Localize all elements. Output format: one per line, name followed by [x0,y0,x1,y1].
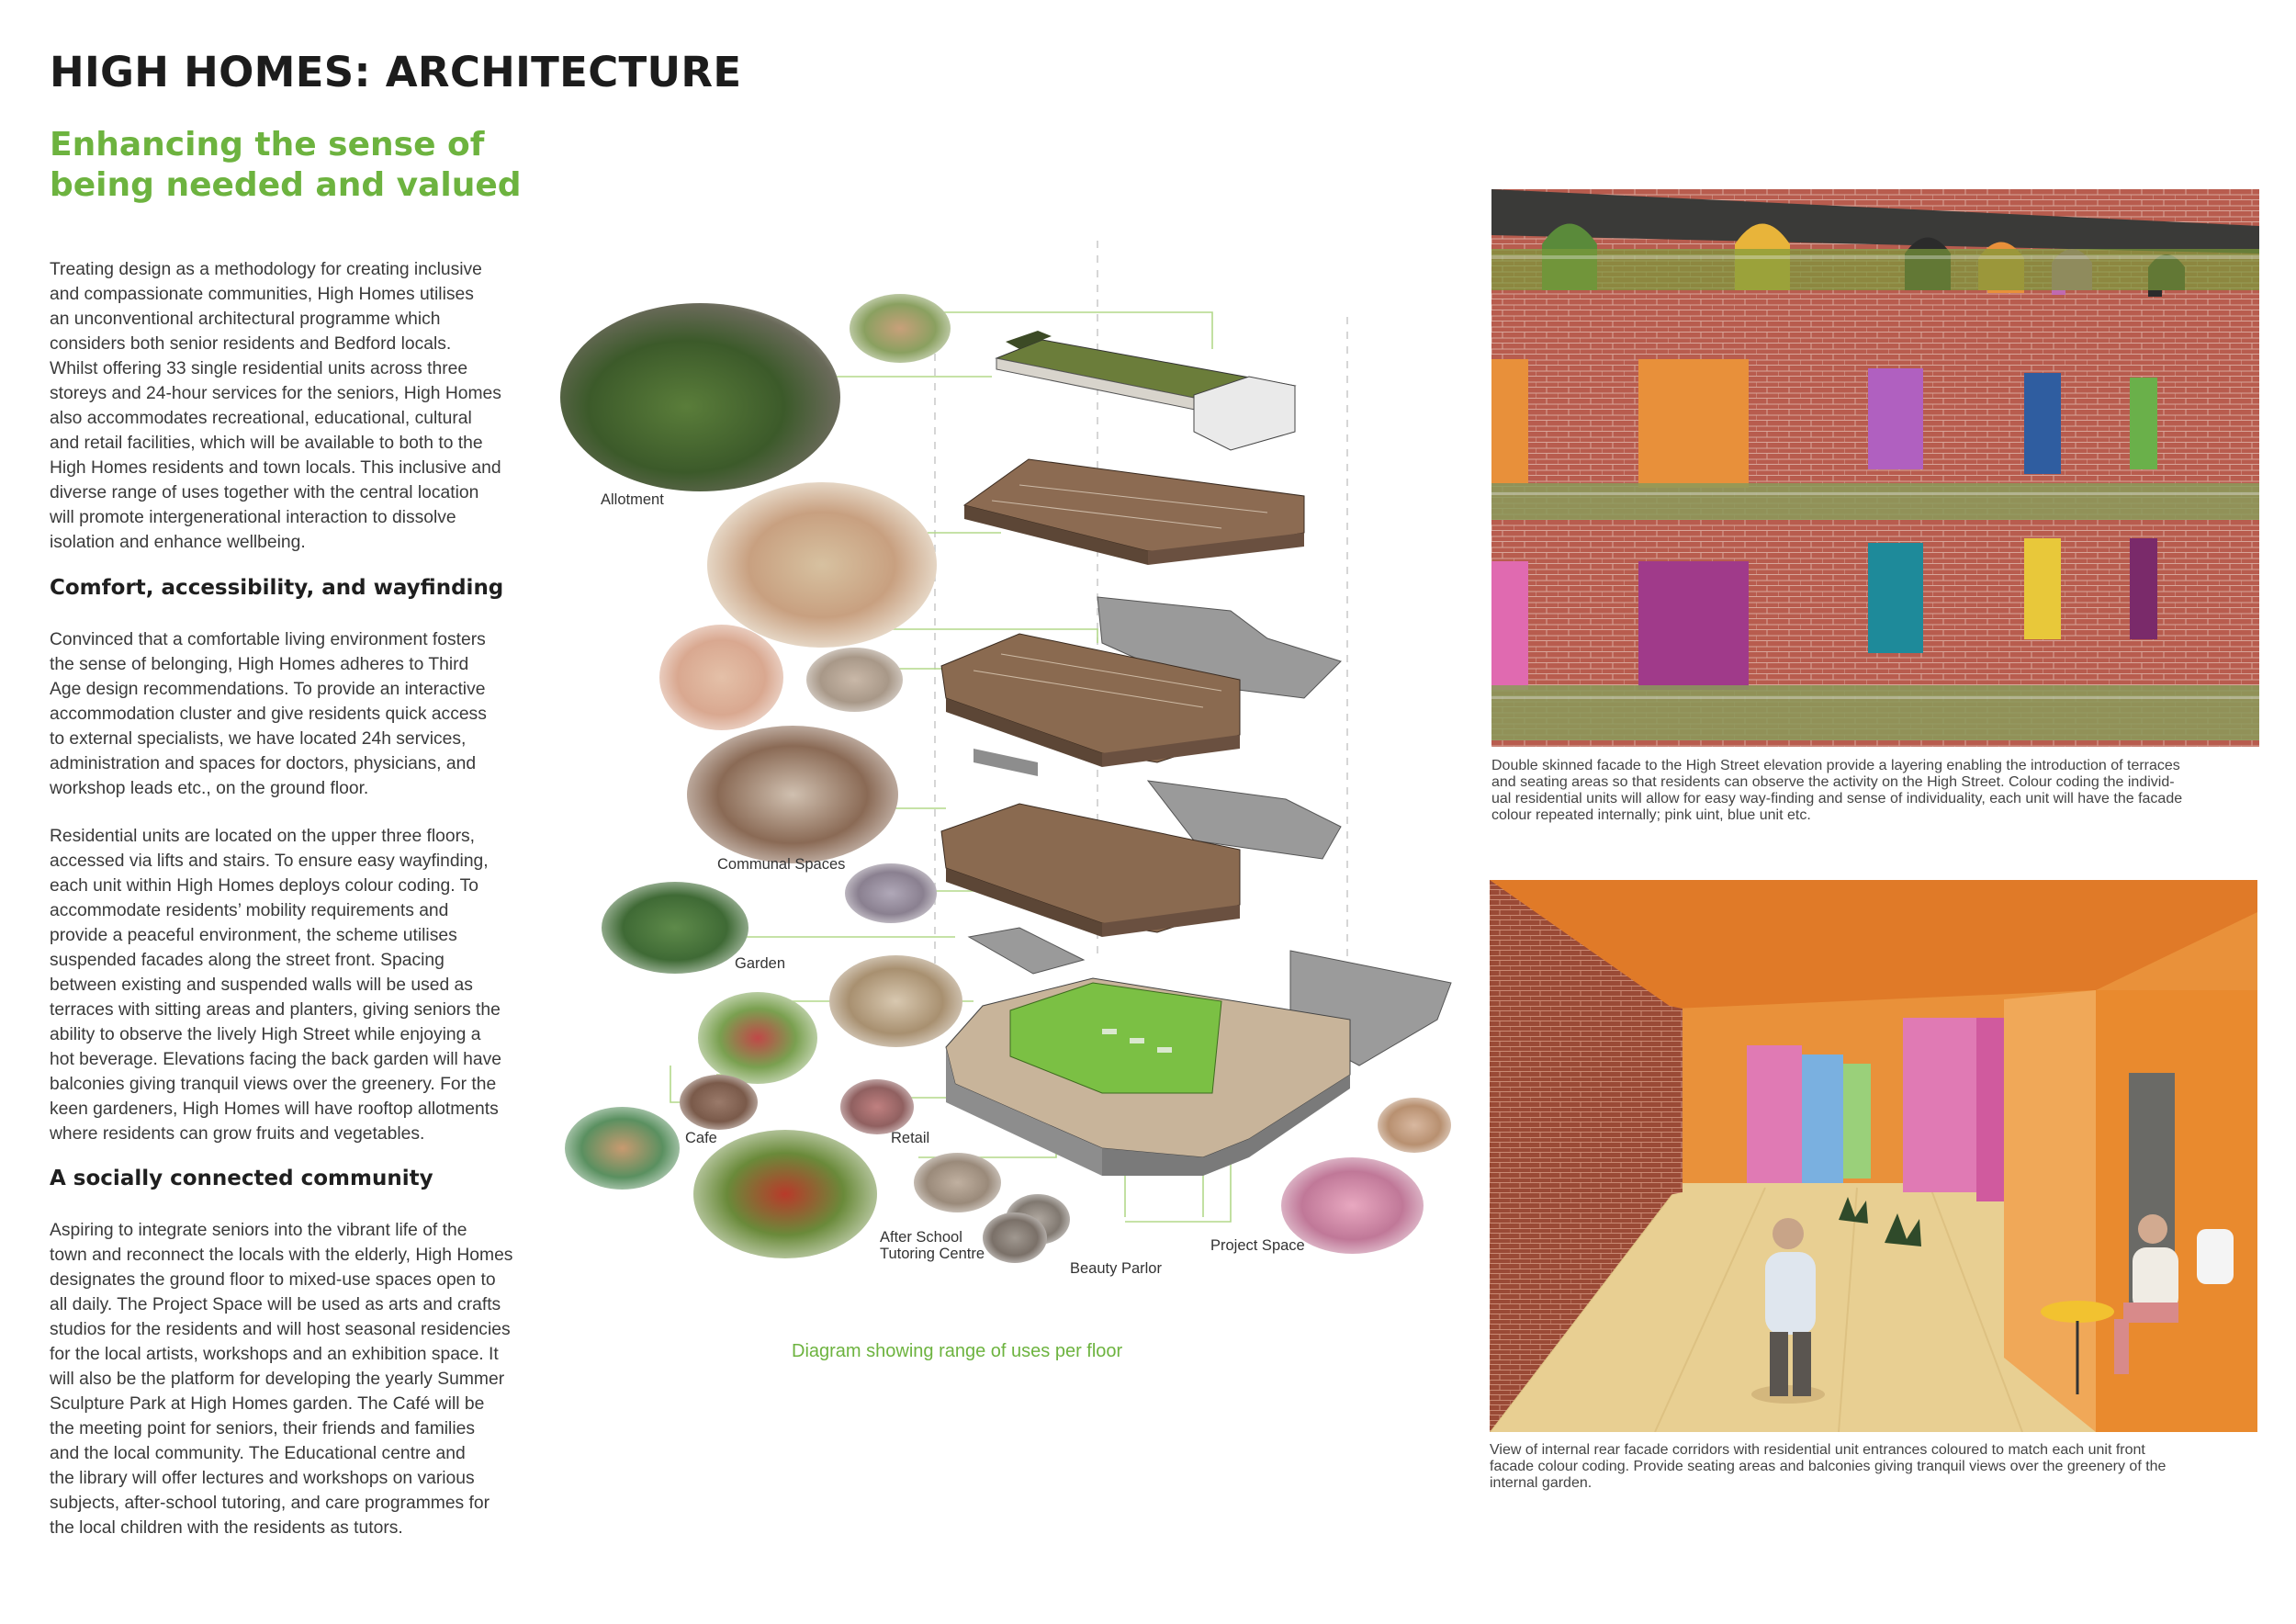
subtitle-line-1: Enhancing the sense of [50,126,485,164]
text-line: town and reconnect the locals with the elderly, High Homes [50,1246,513,1265]
label-after-school [880,1229,985,1262]
project-space-photo-small [1378,1098,1451,1153]
text-line: and retail facilities, which will be available to both to the [50,434,483,453]
cafe-photo [565,1107,680,1190]
text-line: between existing and suspended walls will be used as [50,976,473,995]
floor-roof [996,331,1295,450]
text-line: Treating design as a methodology for creating inclusive [50,260,482,279]
text-line: the meeting point for seniors, their friends and families [50,1419,475,1438]
intro-paragraph [50,257,546,555]
text-line: Age design recommendations. To provide an interactive [50,680,486,699]
caption-line: facade colour coding. Provide seating areas and balconies giving tranquil views over the greenery of the [1490,1459,2167,1474]
text-line: ability to observe the lively High Street while enjoying a [50,1025,481,1044]
beauty-photo-2 [983,1212,1047,1263]
section-heading-comfort: Comfort, accessibility, and wayfinding [50,576,504,600]
text-line: will promote intergenerational interaction to dissolve [50,508,456,527]
text-line: and the local community. The Educational centre and [50,1444,466,1463]
text-line: storeys and 24-hour services for the seniors, High Homes [50,384,501,403]
facade-render [1491,189,2259,747]
caption-line: ual residential units will allow for easy way-finding and sense of individuality, each unit will have the facade [1491,791,2183,806]
communal-photo-3 [806,648,903,712]
corridor-caption [1490,1442,2261,1492]
tutoring-photo [914,1153,1001,1212]
label-beauty-parlor: Beauty Parlor [1070,1260,1162,1277]
text-line: accessed via lifts and stairs. To ensure easy wayfinding, [50,851,489,871]
text-line: suspended facades along the street front. Spacing [50,951,445,970]
text-line: provide a peaceful environment, the scheme utilises [50,926,457,945]
text-line: designates the ground floor to mixed-use spaces open to [50,1270,496,1290]
text-line: Convinced that a comfortable living environment fosters [50,630,486,649]
diagram-caption: Diagram showing range of uses per floor [792,1341,1123,1361]
comfort-paragraph-1 [50,627,546,801]
floor-second [941,597,1341,767]
text-line: where residents can grow fruits and vegetables. [50,1124,425,1144]
label-garden: Garden [735,955,786,972]
caption-line: and seating areas so that residents can observe the activity on the High Street. Colour coding the individ- [1491,774,2175,790]
label-retail: Retail [891,1130,930,1146]
caption-line: Double skinned facade to the High Street elevation provide a layering enabling the introduction of terraces [1491,758,2180,773]
label-allotment: Allotment [601,491,664,508]
text-line: isolation and enhance wellbeing. [50,533,306,552]
text-line: to external specialists, we have located 24h services, [50,729,467,749]
text-line: Aspiring to integrate seniors into the vibrant life of the [50,1221,467,1240]
text-line: terraces with sitting areas and planters, giving seniors the [50,1000,501,1020]
flowers-photo [693,1130,877,1258]
page-title: HIGH HOMES: ARCHITECTURE [50,48,742,96]
caption-line: colour repeated internally; pink uint, blue unit etc. [1491,807,1811,823]
yoga-photo [829,955,962,1047]
label-project-space: Project Space [1210,1237,1305,1254]
text-line: accommodation cluster and give residents quick access [50,705,487,724]
text-line: all daily. The Project Space will be used as arts and crafts [50,1295,501,1314]
text-line: considers both senior residents and Bedford locals. [50,334,452,354]
text-line: High Homes residents and town locals. This inclusive and [50,458,501,478]
communal-photo-2 [659,625,783,730]
text-line: an unconventional architectural programme which [50,310,441,329]
text-line: studios for the residents and will host seasonal residencies [50,1320,511,1339]
communal-photo-4 [687,726,898,863]
cafe-photo-small [680,1075,758,1130]
text-line: Whilst offering 33 single residential units across three [50,359,468,378]
rooftop-photo [850,294,951,363]
floor-first [941,749,1341,937]
facade-caption [1491,758,2263,824]
label-communal-spaces: Communal Spaces [717,856,846,873]
text-line: balconies giving tranquil views over the greenery. For the [50,1075,497,1094]
text-line: Sculpture Park at High Homes garden. The Café will be [50,1394,485,1414]
garden-photo [602,882,748,974]
community-paragraph [50,1218,546,1540]
comfort-paragraph-2 [50,824,546,1146]
text-line: administration and spaces for doctors, physicians, and [50,754,477,773]
text-line: Residential units are located on the upper three floors, [50,827,476,846]
text-line: the library will offer lectures and workshops on various [50,1469,475,1488]
text-line: and compassionate communities, High Homes utilises [50,285,474,304]
text-line: accommodate residents’ mobility requirements and [50,901,449,920]
retail-photo [840,1079,914,1134]
text-line: the local children with the residents as tutors. [50,1518,403,1538]
text-line: diverse range of uses together with the central location [50,483,479,502]
caption-line: internal garden. [1490,1475,1593,1491]
facade-illustration [1491,189,2259,747]
label-line: Tutoring Centre [880,1246,985,1262]
label-line: After School [880,1229,962,1246]
text-line: hot beverage. Elevations facing the back garden will have [50,1050,501,1069]
text-line: each unit within High Homes deploys colour coding. To [50,876,478,896]
caption-line: View of internal rear facade corridors with residential unit entrances coloured to match each unit front [1490,1442,2145,1458]
corridor-illustration [1490,880,2257,1432]
corridor-render [1490,880,2257,1432]
sculpture-photo [698,992,817,1084]
subtitle-line-2: being needed and valued [50,166,522,204]
communal-photo-5 [845,863,937,923]
section-heading-community: A socially connected community [50,1167,433,1190]
allotment-photo [560,303,840,491]
label-cafe: Cafe [685,1130,717,1146]
text-line: will also be the platform for developing the yearly Summer [50,1370,505,1389]
text-line: subjects, after-school tutoring, and care programmes for [50,1494,490,1513]
floor-third [964,459,1304,565]
text-line: the sense of belonging, High Homes adheres to Third [50,655,469,674]
communal-photo-1 [707,482,937,648]
text-line: also accommodates recreational, educational, cultural [50,409,472,428]
text-line: keen gardeners, High Homes will have rooftop allotments [50,1100,499,1119]
floor-uses-diagram [551,230,1460,1295]
floor-ground [946,928,1451,1176]
text-line: workshop leads etc., on the ground floor. [50,779,369,798]
page-subtitle [50,125,564,206]
text-line: for the local artists, workshops and an exhibition space. It [50,1345,499,1364]
